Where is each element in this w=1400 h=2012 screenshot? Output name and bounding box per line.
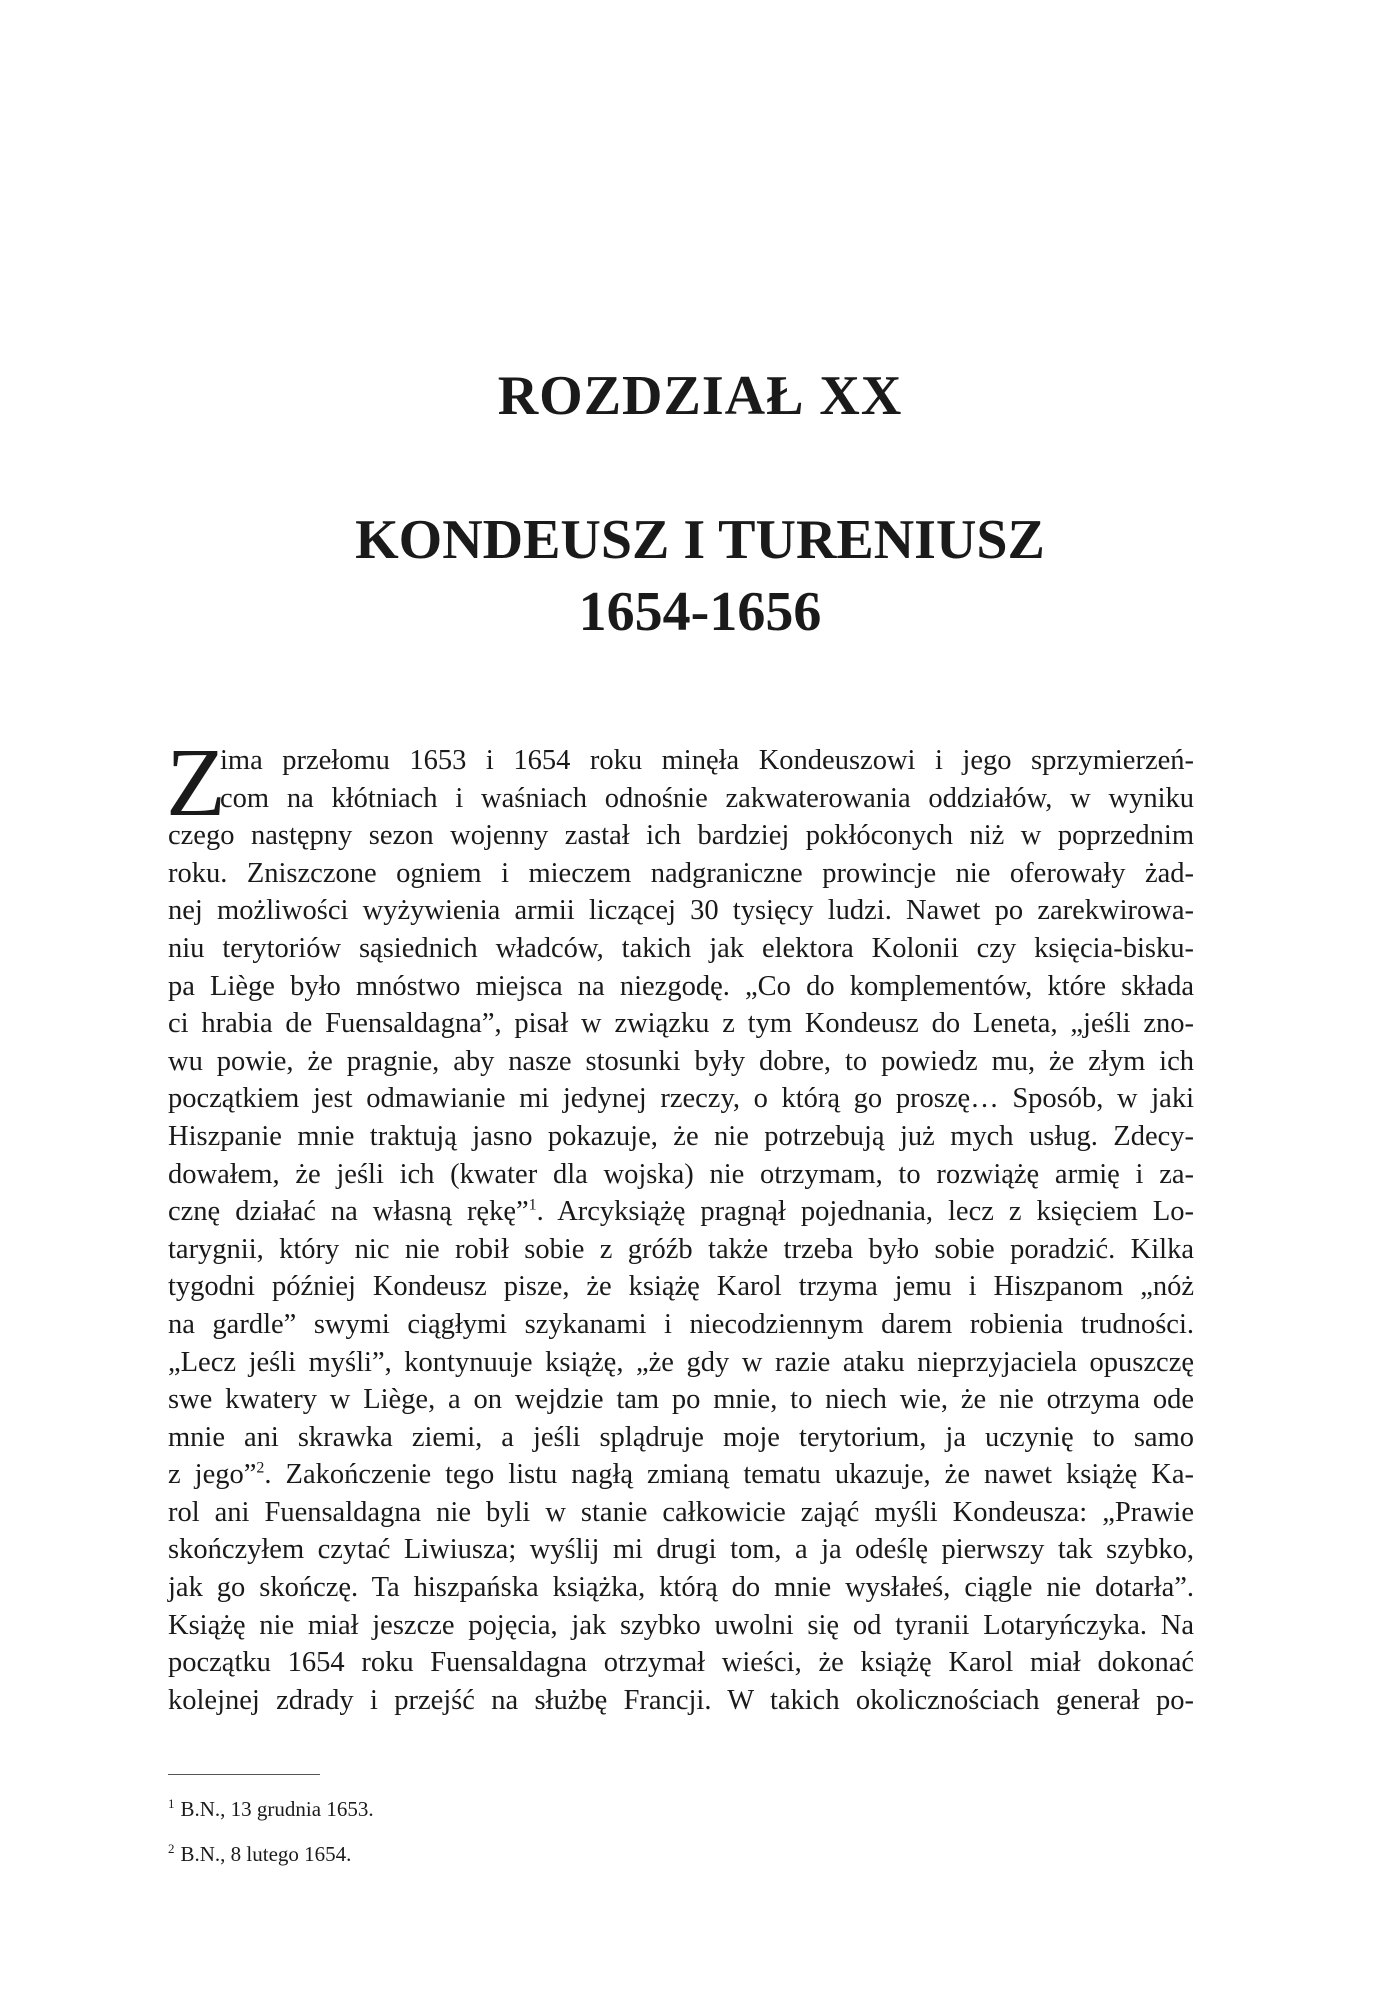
body-line: niu terytoriów sąsiednich władców, takich jak elektora Kolonii czy księcia-bisku- bbox=[168, 932, 1194, 964]
body-line: wu powie, że pragnie, aby nasze stosunki były dobre, to powiedz mu, że złym ich bbox=[168, 1045, 1194, 1077]
chapter-number: ROZDZIAŁ XX bbox=[497, 365, 903, 427]
body-line: skończyłem czytać Liwiusza; wyślij mi drugi tom, a ja odeślę pierwszy tak szybko, bbox=[168, 1534, 1194, 1566]
body-line: mnie ani skrawka ziemi, a jeśli splądruje moje terytorium, ja uczynię to samo bbox=[168, 1421, 1194, 1453]
footnote-number: 1 bbox=[168, 1796, 175, 1811]
footnote-number: 2 bbox=[168, 1841, 175, 1856]
footnote-ref-2[interactable]: 2 bbox=[256, 1459, 265, 1477]
body-line: cznę działać na własną rękę”$^1$. Arcyksiążę pragnął pojednania, lecz z księciem Lo- bbox=[168, 1196, 1194, 1228]
body-line: swe kwatery w Liège, a on wejdzie tam po mnie, to niech wie, że nie otrzyma ode bbox=[168, 1384, 1194, 1416]
body-line: początku 1654 roku Fuensaldagna otrzymał wieści, że książę Karol miał dokonać bbox=[168, 1647, 1194, 1679]
chapter-title-line-2: 1654-1656 bbox=[578, 581, 822, 643]
body-line: nej możliwości wyżywienia armii liczącej 30 tysięcy ludzi. Nawet po zarekwirowa- bbox=[168, 895, 1194, 927]
body-line: roku. Zniszczone ogniem i mieczem nadgraniczne prowincje nie oferowały żad- bbox=[168, 857, 1194, 889]
body-line: jak go skończę. Ta hiszpańska książka, którą do mnie wysłałeś, ciągle nie dotarła”. bbox=[168, 1572, 1194, 1604]
body-line: „Lecz jeśli myśli”, kontynuuje książę, „że gdy w razie ataku nieprzyjaciela opuszczę bbox=[168, 1346, 1194, 1378]
body-line: com na kłótniach i waśniach odnośnie zakwaterowania oddziałów, w wyniku bbox=[220, 782, 1194, 814]
footnotes bbox=[168, 1784, 1068, 1874]
body-line: tygodni później Kondeusz pisze, że książę Karol trzyma jemu i Hiszpanom „nóż bbox=[168, 1271, 1194, 1303]
footnote-2 bbox=[168, 1829, 1068, 1874]
footnote-text: B.N., 8 lutego 1654. bbox=[180, 1842, 352, 1866]
body-line: początkiem jest odmawianie mi jedynej rzeczy, o którą go proszę… Sposób, w jaki bbox=[168, 1083, 1194, 1115]
body-line: ci hrabia de Fuensaldagna”, pisał w związku z tym Kondeusz do Leneta, „jeśli zno- bbox=[168, 1008, 1194, 1040]
chapter-body-text bbox=[166, 729, 1194, 1719]
body-line: Z ima przełomu 1653 i 1654 roku minęła Kondeuszowi i jego sprzymierzeń- bbox=[166, 729, 1194, 837]
body-line: rol ani Fuensaldagna nie byli w stanie całkowicie zająć myśli Kondeusza: „Prawie bbox=[168, 1496, 1194, 1528]
footnote-text: B.N., 13 grudnia 1653. bbox=[180, 1797, 374, 1821]
body-line: Książę nie miał jeszcze pojęcia, jak szybko uwolni się od tyranii Lotaryńczyka. Na bbox=[168, 1609, 1194, 1641]
body-line: tarygnii, który nic nie robił sobie z gróźb także trzeba było sobie poradzić. Kilka bbox=[168, 1233, 1194, 1265]
footnote-1 bbox=[168, 1784, 1068, 1829]
body-line: Hiszpanie mnie traktują jasno pokazuje, że nie potrzebują już mych usług. Zdecy- bbox=[168, 1120, 1194, 1152]
body-line: dowałem, że jeśli ich (kwater dla wojska) nie otrzymam, to rozwiążę armię i za- bbox=[168, 1158, 1194, 1190]
drop-cap: Z bbox=[166, 729, 226, 837]
body-line: czego następny sezon wojenny zastał ich bardziej pokłóconych niż w poprzednim bbox=[168, 820, 1194, 852]
body-line: z jego”$^2$. Zakończenie tego listu nagłą zmianą tematu ukazuje, że nawet książę Ka- bbox=[168, 1459, 1194, 1491]
chapter-title-line-1: KONDEUSZ I TURENIUSZ bbox=[355, 509, 1045, 571]
body-line: na gardle” swymi ciągłymi szykanami i niecodziennym darem robienia trudności. bbox=[168, 1308, 1194, 1340]
footnote-ref-1[interactable]: 1 bbox=[528, 1196, 537, 1214]
footnote-divider bbox=[168, 1774, 320, 1775]
body-line: pa Liège było mnóstwo miejsca na niezgodę. „Co do komplementów, które składa bbox=[168, 970, 1194, 1002]
body-line: kolejnej zdrady i przejść na służbę Francji. W takich okolicznościach generał po- bbox=[168, 1684, 1194, 1716]
chapter-title bbox=[0, 504, 1400, 648]
